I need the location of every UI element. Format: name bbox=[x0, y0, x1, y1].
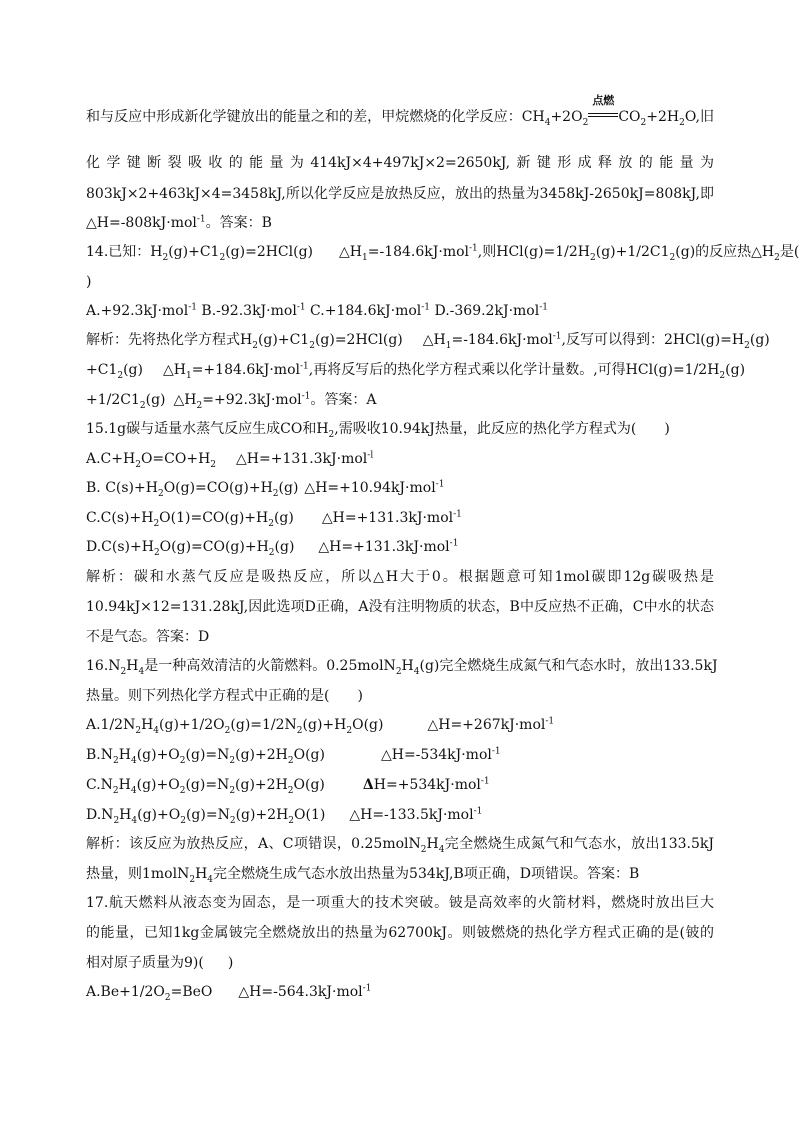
question-15-option-d: $D.C(s)+H_2O(g)=CO(g)+H_2(g)$ △H=+131.3kJ·mol$^{-1}$ bbox=[86, 538, 459, 558]
question-16-stem-1: $16.N_2H_4$是一种高效清洁的火箭燃料。$0.25molN_2H_4(g)$完全燃烧生成氮气和气态水时，放出133.5kJ bbox=[86, 658, 718, 677]
question-16-analysis-1: 解析：该反应为放热反应，A、C项错误，$0.25molN_2H_4$完全燃烧生成氮气和气态水，放出133.5kJ bbox=[86, 836, 714, 855]
text-line-2: 化学键断裂吸收的能量为414kJ×4+497kJ×2=2650kJ,新键形成释放的能量为 bbox=[86, 155, 714, 171]
question-16-option-d: $D.N_2H_4(g)+O_2(g)=N_2(g)+2H_2O(1)$ △H=-133.5kJ·mol$^{-1}$ bbox=[86, 806, 483, 826]
question-16-analysis-2: 热量，则$1molN_2H_4$完全燃烧生成气态水放出热量为534kJ,B项正确，D项错误。答案：B bbox=[86, 866, 640, 885]
question-15-analysis-2: 10.94kJ×12=131.28kJ,因此选项D正确，A没有注明物质的状态，B中反应热不正确，C中水的状态 bbox=[86, 599, 714, 615]
text-line-1: 和与反应中形成新化学键放出的能量之和的差，甲烷燃烧的化学反应：$CH_4+2O_2$ 点燃 $CO_2+2H_2O$,旧 bbox=[86, 94, 715, 128]
question-14-stem-end: ) bbox=[86, 274, 92, 290]
question-15-analysis-3: 不是气态。答案：D bbox=[86, 629, 210, 645]
question-15-option-a: $A.C+H_2O=CO+H_2$ △H=+131.3kJ·mol$^{-l}$ bbox=[86, 450, 374, 470]
question-14-analysis-3: $+1/2C1_2(g)$ $\triangle H_2=+92.3kJ\cdot mol^{-1}$。答案：A bbox=[86, 391, 377, 411]
question-17-stem-3: 相对原子质量为9)( ) bbox=[86, 955, 234, 971]
question-16-stem-2: 热量。则下列热化学方程式中正确的是( ) bbox=[86, 688, 363, 704]
question-16-option-c: $C.N_2H_4(g)+O_2(g)=N_2(g)+2H_2O(g)$ ΔH=+534kJ·mol$^{-1}$ bbox=[86, 776, 490, 796]
question-16-option-a: $A.1/2N_2H_4(g)+1/2O_2(g)=1/2N_2(g)+H_2O(g)$ △H=+267kJ·mol$^{-1}$ bbox=[86, 716, 555, 736]
question-14-options: A.+92.3kJ·mol$^{-1}$ B.-92.3kJ·mol$^{-1}$ C.+184.6kJ·mol$^{-1}$ D.-369.2kJ·mol$^{-1}$ bbox=[86, 302, 548, 319]
question-14-analysis-1: 解析：先将热化学方程式$H_2(g)+C1_2(g)=2HCl(g)$ $\triangle H_1=-184.6kJ\cdot mol^{-1}$,反写可以得到：$2HCl(g)=H_2(g)$ bbox=[86, 331, 770, 351]
question-14-stem: 14.已知：$H_2(g)+C1_2(g)=2HCl(g)$ $\triangle H_1=-184.6kJ\cdot mol^{-1}$,则$HCl(g)=1/2H_2(g)+1/2C1_2(g)$的反应热$\triangle H_2$是( bbox=[86, 243, 800, 263]
question-15-option-b: B. $C(s)+H_2O(g)=CO(g)+H_2(g)$ △H=+10.94kJ·mol$^{-1}$ bbox=[86, 479, 445, 499]
question-17-stem-1: 17.航天燃料从液态变为固态，是一项重大的技术突破。铍是高效率的火箭材料，燃烧时放出巨大 bbox=[86, 895, 714, 911]
question-17-option-a: $A.Be+1/2O_2=BeO$ △H=-564.3kJ·mol$^{-1}$ bbox=[86, 983, 372, 1003]
reaction-arrow: 点燃 bbox=[588, 107, 618, 127]
question-14-analysis-2: $+C1_2(g)$ $\triangle H_1=+184.6kJ\cdot mol^{-1}$,再将反写后的热化学方程式乘以化学计量数。,可得$HCl(g)=1/2H_2(g)$ bbox=[86, 361, 746, 381]
question-15-option-c: $C.C(s)+H_2O(1)=CO(g)+H_2(g)$ △H=+131.3kJ·mol$^{-1}$ bbox=[86, 509, 462, 529]
question-16-option-b: $B.N_2H_4(g)+O_2(g)=N_2(g)+2H_2O(g)$ △H=-534kJ·mol$^{-1}$ bbox=[86, 746, 501, 766]
question-15-analysis-1: 解析：碳和水蒸气反应是吸热反应，所以△H大于0。根据题意可知1mol碳即12g碳吸热是 bbox=[86, 569, 714, 585]
question-15-stem: 15.1g碳与适量水蒸气反应生成CO和$H_2$,需吸收10.94kJ热量，此反应的热化学方程式为( ) bbox=[86, 421, 670, 440]
question-17-stem-2: 的能量，已知1kg金属铍完全燃烧放出的热量为62700kJ。则铍燃烧的热化学方程式正确的是(铍的 bbox=[86, 925, 714, 941]
text-line-4: △H=-808kJ·mol$^{-1}$。答案：B bbox=[86, 214, 272, 231]
text-line-3: 803kJ×2+463kJ×4=3458kJ,所以化学反应是放热反应，放出的热量为3458kJ-2650kJ=808kJ,即 bbox=[86, 186, 714, 202]
